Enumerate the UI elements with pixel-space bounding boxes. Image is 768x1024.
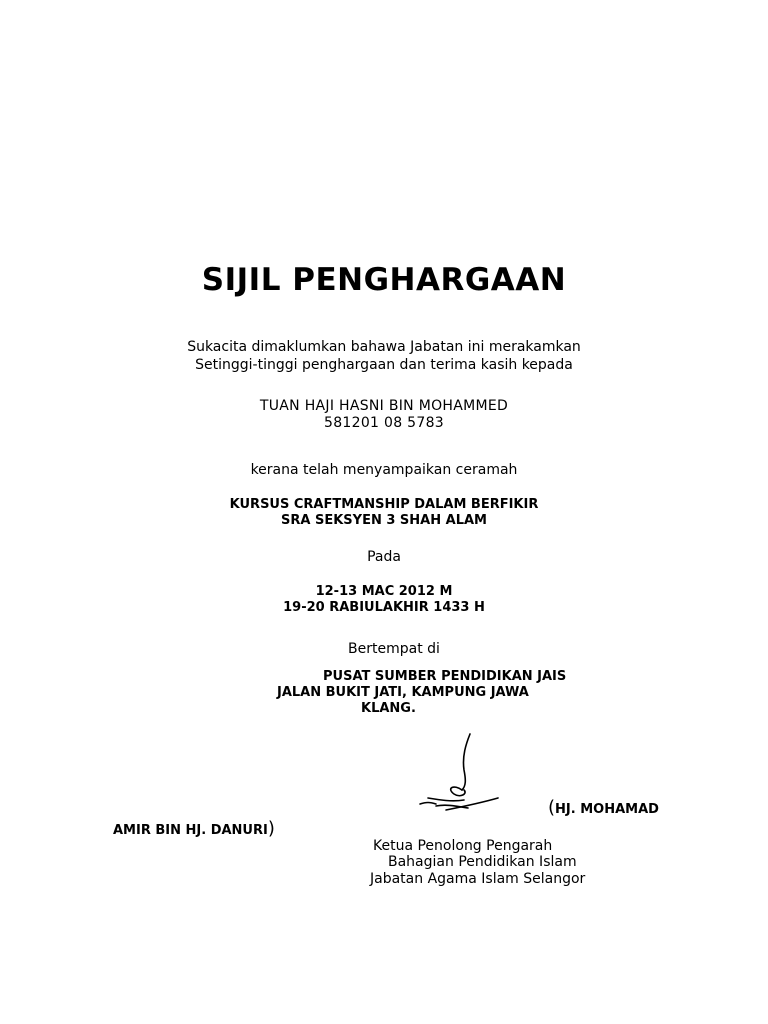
date-label: Pada: [367, 549, 401, 565]
course-line-1: KURSUS CRAFTMANSHIP DALAM BERFIKIR: [229, 497, 539, 512]
signatory-name-part-2: AMIR BIN HJ. DANURI: [113, 823, 268, 838]
recipient-name: TUAN HAJI HASNI BIN MOHAMMED: [259, 398, 509, 414]
signatory-name-line-2: [113, 818, 275, 839]
course-line-2: SRA SEKSYEN 3 SHAH ALAM: [281, 513, 487, 528]
venue-line-3: KLANG.: [361, 701, 416, 716]
open-parenthesis: (: [548, 797, 556, 818]
venue-line-1: PUSAT SUMBER PENDIDIKAN JAIS: [323, 669, 567, 684]
intro-line-1: Sukacita dimaklumkan bahawa Jabatan ini merakamkan: [187, 339, 581, 355]
signatory-name-part-1: HJ. MOHAMAD: [555, 802, 659, 817]
venue-line-2: JALAN BUKIT JATI, KAMPUNG JAWA: [277, 685, 529, 700]
intro-line-2: Setinggi-tinggi penghargaan dan terima kasih kepada: [195, 357, 573, 373]
signatory-title-1: Ketua Penolong Pengarah: [373, 838, 553, 854]
venue-label: Bertempat di: [348, 641, 440, 657]
certificate-title: SIJIL PENGHARGAAN: [201, 262, 567, 298]
date-hijri: 19-20 RABIULAKHIR 1433 H: [283, 600, 485, 615]
close-parenthesis: ): [267, 818, 275, 839]
signatory-title-2: Bahagian Pendidikan Islam: [388, 854, 577, 870]
recipient-ic-number: 581201 08 5783: [324, 415, 444, 431]
signatory-title-3: Jabatan Agama Islam Selangor: [370, 871, 586, 887]
signature-image: [366, 730, 546, 830]
signatory-name-line-1: [548, 797, 659, 818]
reason-text: kerana telah menyampaikan ceramah: [250, 462, 518, 478]
date-gregorian: 12-13 MAC 2012 M: [315, 584, 453, 599]
